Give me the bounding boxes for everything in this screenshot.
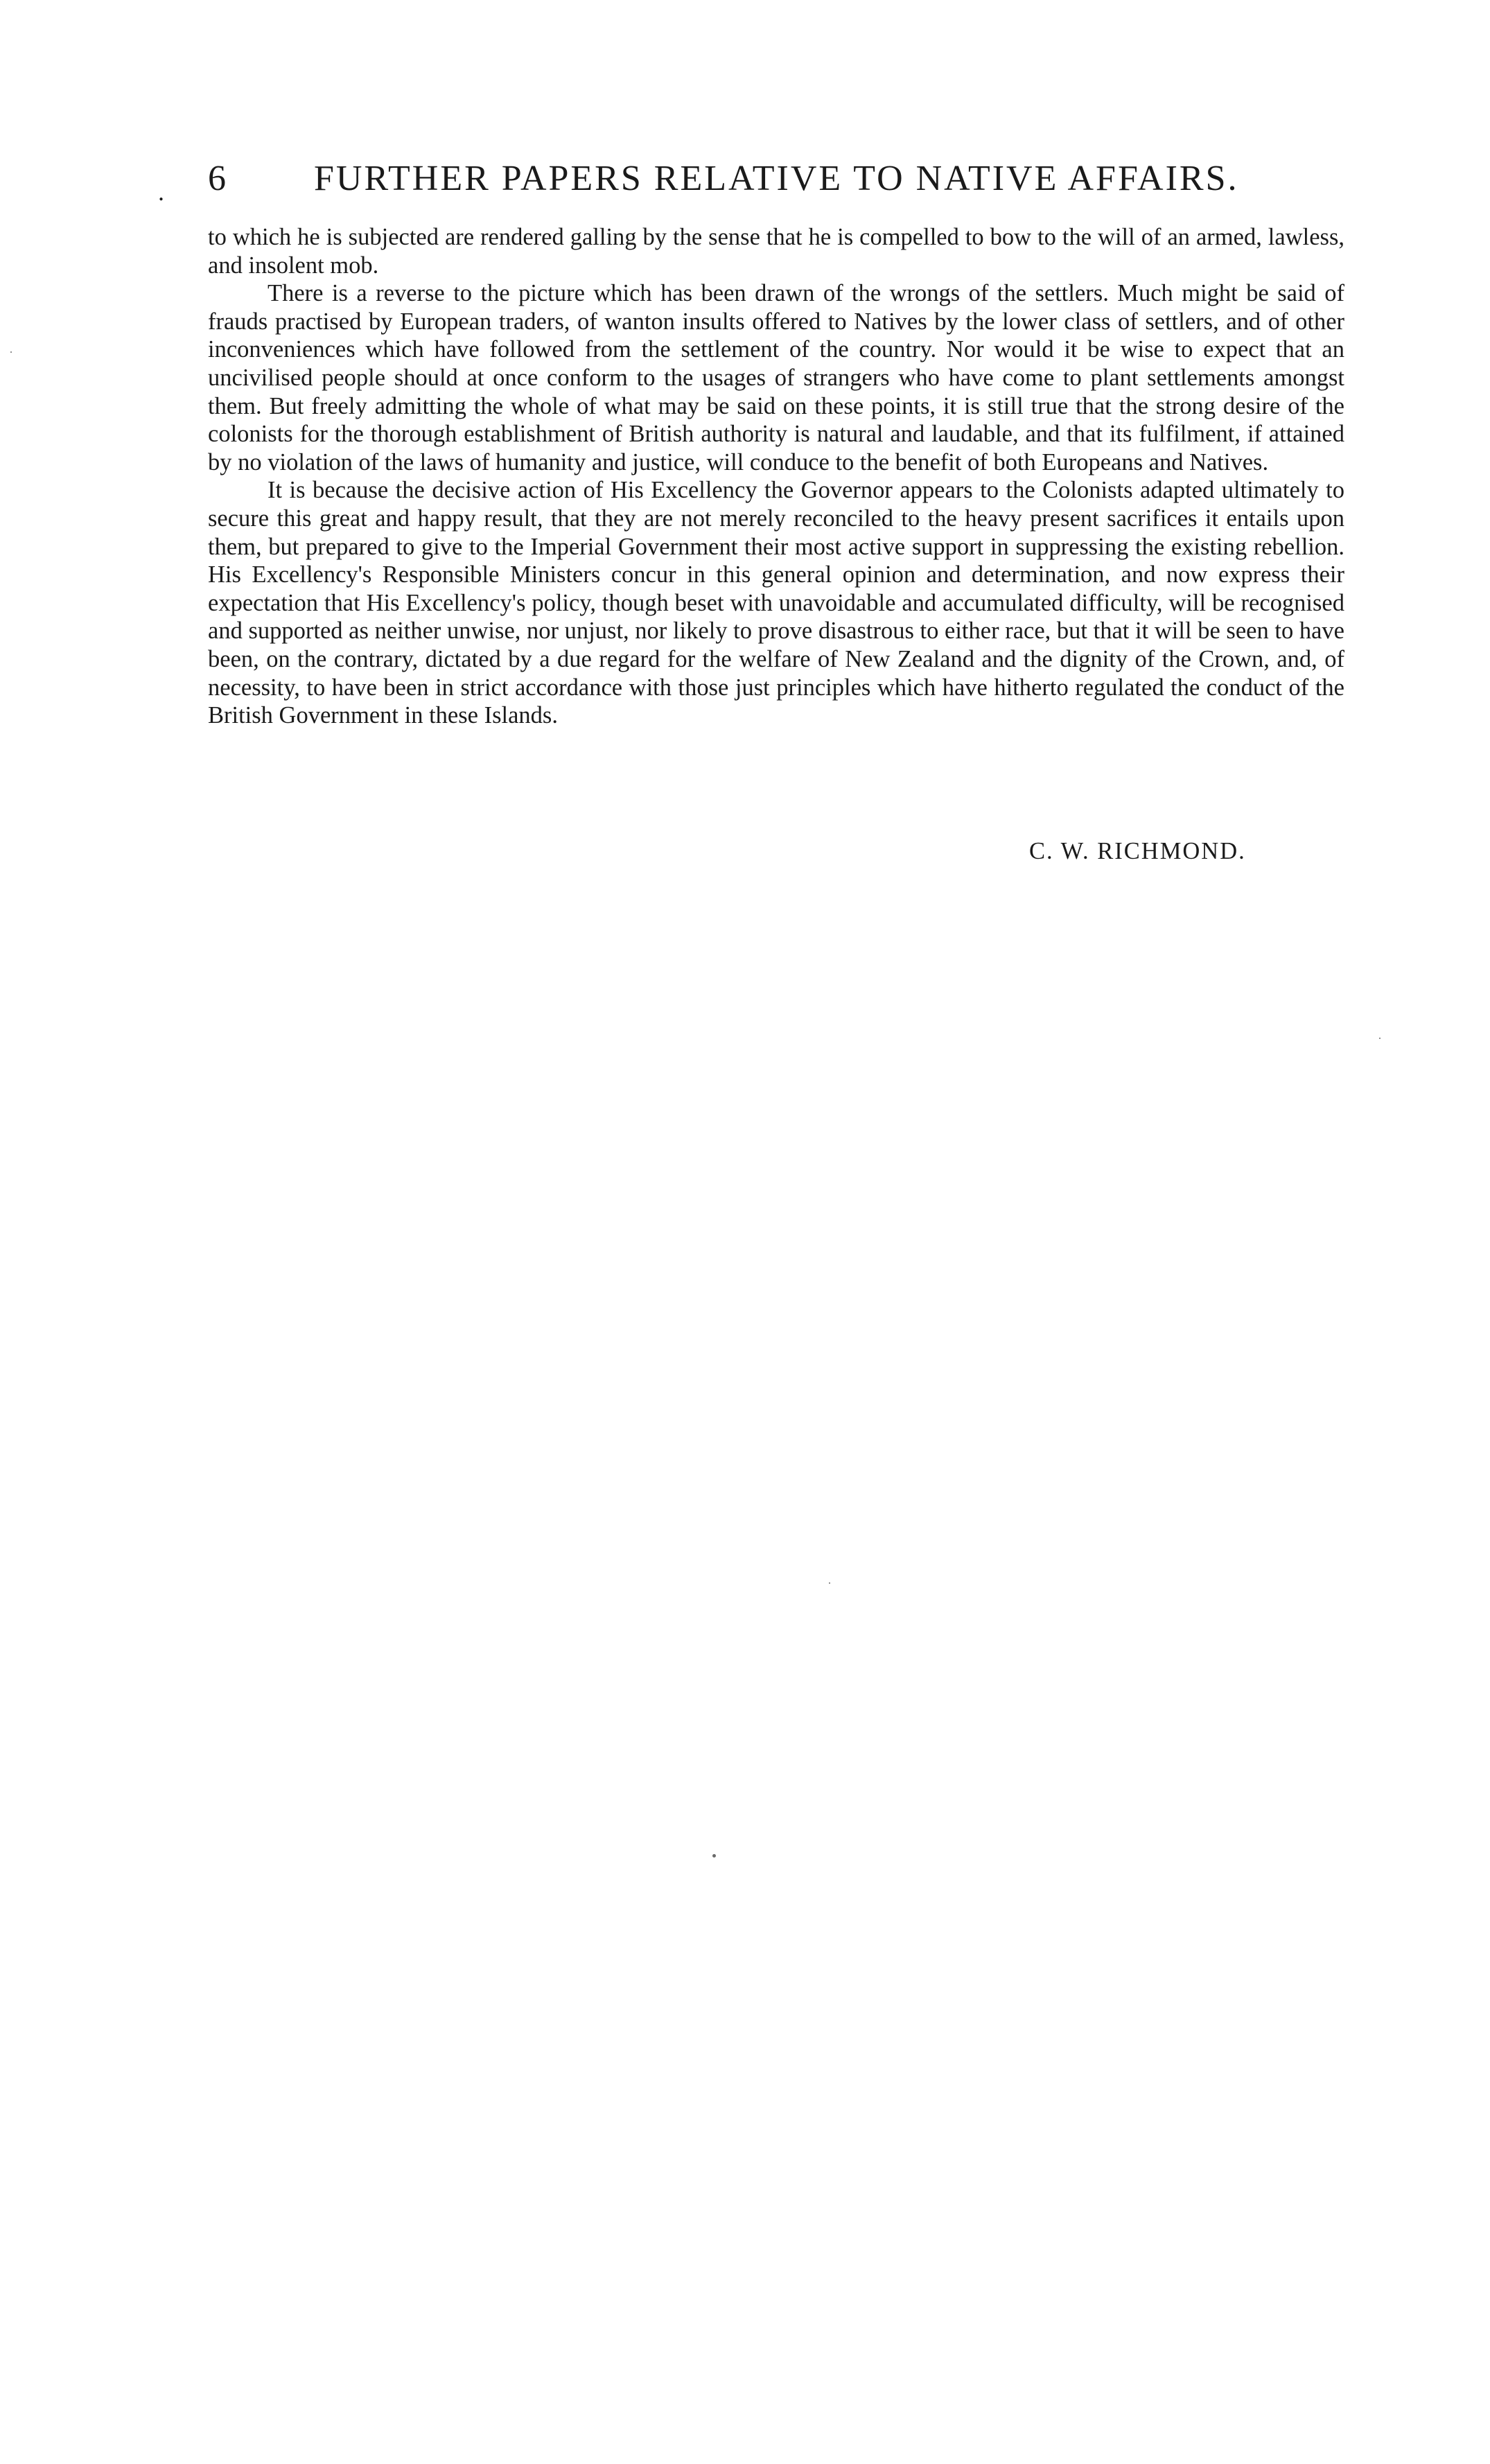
body-text (208, 223, 1344, 730)
page-number: 6 (208, 159, 227, 198)
signature: C. W. RICHMOND. (1029, 838, 1246, 864)
scan-speck (1379, 1038, 1381, 1039)
running-title: FURTHER PAPERS RELATIVE TO NATIVE AFFAIRS. (314, 159, 1239, 198)
page-header (158, 158, 1350, 207)
scan-speck (712, 1854, 716, 1858)
header-mark: . (158, 178, 164, 206)
scan-speck (829, 1582, 830, 1584)
paragraph-continuation: to which he is subjected are rendered galling by the sense that he is compelled to bow to the will of an armed, lawless, and insolent mob. (208, 224, 1344, 279)
paragraph-reverse-picture: There is a reverse to the picture which has been drawn of the wrongs of the settlers. Much might be said of frauds practised by European traders, of wanton insults offered to Natives by the lower class of settlers, and of other inconveniences which have followed from the settlement of the country. Nor would it be wise to expect that an uncivilised people should at once conform to the usages of strangers who have come to plant settlements amongst them. But freely admitting the whole of what may be said on these points, it is still true that the strong desire of the colonists for the thorough establishment of British authority is natural and laudable, and that its fulfilment, if attained by no violation of the laws of humanity and justice, will conduce to the benefit of both Europeans and Natives. (208, 280, 1344, 475)
scan-speck (10, 351, 12, 353)
paragraph-decisive-action: It is because the decisive action of His Excellency the Governor appears to the Colonists adapted ultimately to secure this great and happy result, that they are not merely reconciled to the heavy present sacrifices it entails upon them, but prepared to give to the Imperial Government their most active support in suppressing the existing rebellion. His Excellency's Responsible Ministers concur in this general opinion and determination, and now express their expectation that His Excellency's policy, though beset with unavoidable and accumulated difficulty, will be recognised and supported as neither unwise, nor unjust, nor likely to prove disastrous to either race, but that it will be seen to have been, on the contrary, dictated by a due regard for the welfare of New Zealand and the dignity of the Crown, and, of necessity, to have been in strict accordance with those just principles which have hitherto regulated the conduct of the British Government in these Islands. (208, 477, 1344, 729)
